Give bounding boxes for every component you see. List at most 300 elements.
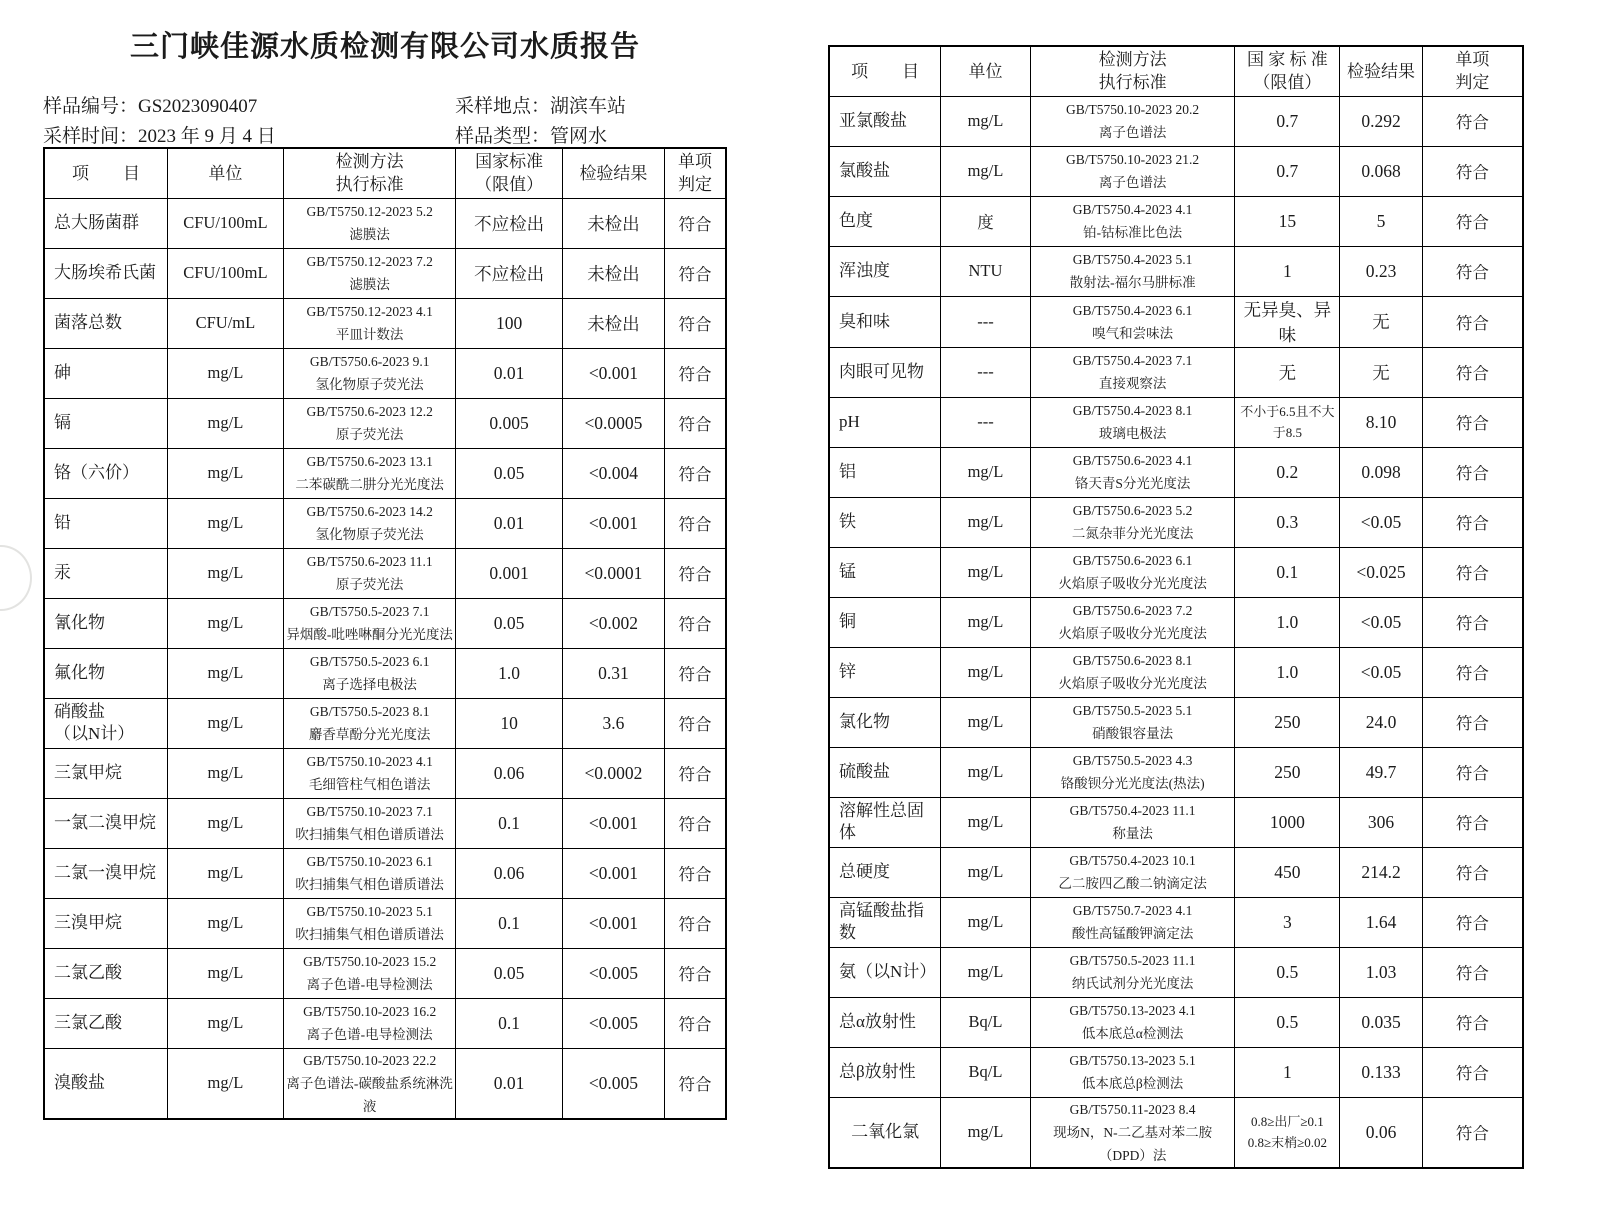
- parameter-row: [829, 296, 1523, 347]
- result-cell: 无: [1340, 347, 1423, 397]
- item-cell: 锌: [829, 647, 941, 697]
- result-cell: 24.0: [1340, 697, 1423, 747]
- method-cell: GB/T5750.6-2023 8.1 火焰原子吸收分光光度法: [1030, 647, 1235, 697]
- column-header: 国家标准 （限值）: [456, 148, 562, 198]
- item-cell: 氰化物: [44, 598, 167, 648]
- verdict-cell: 符合: [665, 248, 726, 298]
- parameter-row: [829, 1047, 1523, 1097]
- limit-cell: 1: [1235, 246, 1340, 296]
- unit-cell: mg/L: [941, 447, 1031, 497]
- method-cell: GB/T5750.12-2023 5.2 滤膜法: [283, 198, 456, 248]
- limit-cell: 250: [1235, 697, 1340, 747]
- limit-cell: 0.1: [456, 898, 562, 948]
- result-cell: 5: [1340, 196, 1423, 246]
- result-cell: <0.005: [562, 998, 664, 1048]
- item-cell: 氯化物: [829, 697, 941, 747]
- parameter-row: [44, 698, 726, 748]
- limit-cell: 0.1: [456, 798, 562, 848]
- verdict-cell: 符合: [665, 298, 726, 348]
- parameter-row: [44, 598, 726, 648]
- unit-cell: mg/L: [167, 498, 283, 548]
- verdict-cell: 符合: [1422, 947, 1523, 997]
- unit-cell: mg/L: [167, 598, 283, 648]
- method-cell: GB/T5750.5-2023 7.1 异烟酸-吡唑啉酮分光光度法: [283, 598, 456, 648]
- parameter-row: [44, 498, 726, 548]
- parameter-row: [829, 347, 1523, 397]
- method-cell: GB/T5750.5-2023 5.1 硝酸银容量法: [1030, 697, 1235, 747]
- unit-cell: ---: [941, 296, 1031, 347]
- limit-cell: 0.8≥出厂≥0.1 0.8≥末梢≥0.02: [1235, 1097, 1340, 1168]
- limit-cell: 0.3: [1235, 497, 1340, 547]
- method-cell: GB/T5750.6-2023 14.2 氢化物原子荧光法: [283, 498, 456, 548]
- unit-cell: mg/L: [941, 847, 1031, 897]
- method-cell: GB/T5750.10-2023 20.2 离子色谱法: [1030, 96, 1235, 146]
- result-cell: <0.0002: [562, 748, 664, 798]
- parameter-row: [829, 96, 1523, 146]
- parameter-row: [44, 448, 726, 498]
- verdict-cell: 符合: [1422, 146, 1523, 196]
- parameter-row: [829, 647, 1523, 697]
- item-cell: 浑浊度: [829, 246, 941, 296]
- column-header: 项 目: [829, 46, 941, 96]
- result-cell: <0.001: [562, 898, 664, 948]
- verdict-cell: 符合: [665, 698, 726, 748]
- limit-cell: 1: [1235, 1047, 1340, 1097]
- result-cell: <0.001: [562, 798, 664, 848]
- limit-cell: 0.1: [1235, 547, 1340, 597]
- item-cell: 总硬度: [829, 847, 941, 897]
- result-cell: <0.0001: [562, 548, 664, 598]
- parameter-row: [829, 196, 1523, 246]
- sample-no-value: GS2023090407: [138, 96, 258, 117]
- result-cell: 无: [1340, 296, 1423, 347]
- item-cell: 一氯二溴甲烷: [44, 798, 167, 848]
- limit-cell: 0.005: [456, 398, 562, 448]
- item-cell: 铝: [829, 447, 941, 497]
- unit-cell: mg/L: [167, 648, 283, 698]
- method-cell: GB/T5750.4-2023 4.1 铂-钴标准比色法: [1030, 196, 1235, 246]
- item-cell: 镉: [44, 398, 167, 448]
- item-cell: 三溴甲烷: [44, 898, 167, 948]
- item-cell: 铜: [829, 597, 941, 647]
- unit-cell: mg/L: [167, 348, 283, 398]
- limit-cell: 0.05: [456, 948, 562, 998]
- unit-cell: mg/L: [941, 697, 1031, 747]
- method-cell: GB/T5750.10-2023 22.2 离子色谱法-碳酸盐系统淋洗液: [283, 1048, 456, 1119]
- limit-cell: 3: [1235, 897, 1340, 947]
- result-cell: 306: [1340, 797, 1423, 847]
- unit-cell: mg/L: [167, 748, 283, 798]
- verdict-cell: 符合: [1422, 497, 1523, 547]
- method-cell: GB/T5750.5-2023 8.1 麝香草酚分光光度法: [283, 698, 456, 748]
- method-cell: GB/T5750.6-2023 5.2 二氮杂菲分光光度法: [1030, 497, 1235, 547]
- unit-cell: mg/L: [941, 497, 1031, 547]
- parameter-row: [829, 897, 1523, 947]
- parameter-row: [44, 398, 726, 448]
- sample-time-value: 2023 年 9 月 4 日: [138, 126, 276, 147]
- method-cell: GB/T5750.4-2023 8.1 玻璃电极法: [1030, 397, 1235, 447]
- parameter-row: [829, 246, 1523, 296]
- limit-cell: 15: [1235, 196, 1340, 246]
- unit-cell: mg/L: [167, 948, 283, 998]
- scan-artifact-circle: [0, 545, 32, 611]
- result-cell: <0.005: [562, 1048, 664, 1119]
- method-cell: GB/T5750.10-2023 4.1 毛细管柱气相色谱法: [283, 748, 456, 798]
- method-cell: GB/T5750.4-2023 5.1 散射法-福尔马肼标准: [1030, 246, 1235, 296]
- meta-row-1: [43, 92, 727, 122]
- parameter-row: [44, 1048, 726, 1119]
- limit-cell: 250: [1235, 747, 1340, 797]
- verdict-cell: 符合: [665, 548, 726, 598]
- verdict-cell: 符合: [1422, 897, 1523, 947]
- verdict-cell: 符合: [665, 498, 726, 548]
- item-cell: 汞: [44, 548, 167, 598]
- parameter-row: [829, 847, 1523, 897]
- unit-cell: mg/L: [941, 747, 1031, 797]
- method-cell: GB/T5750.10-2023 21.2 离子色谱法: [1030, 146, 1235, 196]
- limit-cell: 1.0: [1235, 647, 1340, 697]
- verdict-cell: 符合: [1422, 797, 1523, 847]
- limit-cell: 0.06: [456, 848, 562, 898]
- result-cell: <0.05: [1340, 647, 1423, 697]
- parameter-row: [829, 1097, 1523, 1168]
- method-cell: GB/T5750.6-2023 12.2 原子荧光法: [283, 398, 456, 448]
- item-cell: 溴酸盐: [44, 1048, 167, 1119]
- parameter-row: [829, 797, 1523, 847]
- method-cell: GB/T5750.10-2023 7.1 吹扫捕集气相色谱质谱法: [283, 798, 456, 848]
- result-cell: 1.64: [1340, 897, 1423, 947]
- result-cell: 0.133: [1340, 1047, 1423, 1097]
- limit-cell: 无: [1235, 347, 1340, 397]
- result-cell: <0.025: [1340, 547, 1423, 597]
- item-cell: 锰: [829, 547, 941, 597]
- verdict-cell: 符合: [1422, 1047, 1523, 1097]
- item-cell: 氟化物: [44, 648, 167, 698]
- method-cell: GB/T5750.4-2023 6.1 嗅气和尝味法: [1030, 296, 1235, 347]
- parameter-row: [44, 748, 726, 798]
- method-cell: GB/T5750.4-2023 11.1 称量法: [1030, 797, 1235, 847]
- item-cell: 溶解性总固体: [829, 797, 941, 847]
- verdict-cell: 符合: [665, 848, 726, 898]
- parameter-row: [44, 548, 726, 598]
- result-cell: <0.05: [1340, 597, 1423, 647]
- verdict-cell: 符合: [1422, 347, 1523, 397]
- parameter-row: [44, 798, 726, 848]
- unit-cell: NTU: [941, 246, 1031, 296]
- sample-site-label: 采样地点：: [455, 96, 551, 117]
- item-cell: 铁: [829, 497, 941, 547]
- limit-cell: 0.01: [456, 1048, 562, 1119]
- unit-cell: Bq/L: [941, 1047, 1031, 1097]
- verdict-cell: 符合: [1422, 96, 1523, 146]
- verdict-cell: 符合: [1422, 246, 1523, 296]
- column-header: 检测方法 执行标准: [283, 148, 456, 198]
- item-cell: 氯酸盐: [829, 146, 941, 196]
- parameter-row: [44, 248, 726, 298]
- unit-cell: ---: [941, 347, 1031, 397]
- result-cell: <0.001: [562, 348, 664, 398]
- item-cell: 铬（六价）: [44, 448, 167, 498]
- method-cell: GB/T5750.4-2023 10.1 乙二胺四乙酸二钠滴定法: [1030, 847, 1235, 897]
- column-header: 国 家 标 准 （限值）: [1235, 46, 1340, 96]
- limit-cell: 无异臭、异味: [1235, 296, 1340, 347]
- unit-cell: CFU/100mL: [167, 248, 283, 298]
- sample-type-value: 管网水: [550, 126, 608, 147]
- header-row: [829, 46, 1523, 96]
- item-cell: 氨（以N计）: [829, 947, 941, 997]
- unit-cell: 度: [941, 196, 1031, 246]
- result-cell: 1.03: [1340, 947, 1423, 997]
- result-cell: 214.2: [1340, 847, 1423, 897]
- item-cell: 砷: [44, 348, 167, 398]
- result-cell: <0.004: [562, 448, 664, 498]
- unit-cell: mg/L: [941, 96, 1031, 146]
- unit-cell: mg/L: [941, 897, 1031, 947]
- verdict-cell: 符合: [1422, 597, 1523, 647]
- column-header: 项 目: [44, 148, 167, 198]
- method-cell: GB/T5750.12-2023 4.1 平皿计数法: [283, 298, 456, 348]
- result-cell: 未检出: [562, 198, 664, 248]
- limit-cell: 0.5: [1235, 997, 1340, 1047]
- result-cell: <0.001: [562, 848, 664, 898]
- limit-cell: 0.2: [1235, 447, 1340, 497]
- result-cell: 0.035: [1340, 997, 1423, 1047]
- limit-cell: 不应检出: [456, 248, 562, 298]
- verdict-cell: 符合: [665, 998, 726, 1048]
- result-cell: 0.098: [1340, 447, 1423, 497]
- unit-cell: mg/L: [941, 146, 1031, 196]
- result-cell: 0.068: [1340, 146, 1423, 196]
- result-cell: 49.7: [1340, 747, 1423, 797]
- unit-cell: mg/L: [167, 448, 283, 498]
- verdict-cell: 符合: [1422, 847, 1523, 897]
- limit-cell: 不小于6.5且不大 于8.5: [1235, 397, 1340, 447]
- limit-cell: 0.06: [456, 748, 562, 798]
- unit-cell: mg/L: [167, 1048, 283, 1119]
- verdict-cell: 符合: [1422, 997, 1523, 1047]
- limit-cell: 0.7: [1235, 96, 1340, 146]
- method-cell: GB/T5750.6-2023 7.2 火焰原子吸收分光光度法: [1030, 597, 1235, 647]
- unit-cell: mg/L: [167, 998, 283, 1048]
- unit-cell: CFU/100mL: [167, 198, 283, 248]
- result-cell: 3.6: [562, 698, 664, 748]
- parameter-row: [44, 948, 726, 998]
- limit-cell: 0.01: [456, 348, 562, 398]
- unit-cell: mg/L: [167, 848, 283, 898]
- column-header: 单项 判定: [1422, 46, 1523, 96]
- unit-cell: mg/L: [941, 597, 1031, 647]
- limit-cell: 0.01: [456, 498, 562, 548]
- item-cell: 二氯乙酸: [44, 948, 167, 998]
- unit-cell: Bq/L: [941, 997, 1031, 1047]
- parameter-row: [44, 998, 726, 1048]
- verdict-cell: 符合: [665, 948, 726, 998]
- method-cell: GB/T5750.5-2023 6.1 离子选择电极法: [283, 648, 456, 698]
- item-cell: 三氯乙酸: [44, 998, 167, 1048]
- left-results-table: [43, 147, 727, 1120]
- result-cell: <0.005: [562, 948, 664, 998]
- verdict-cell: 符合: [1422, 196, 1523, 246]
- column-header: 检验结果: [562, 148, 664, 198]
- verdict-cell: 符合: [665, 1048, 726, 1119]
- verdict-cell: 符合: [1422, 397, 1523, 447]
- result-cell: 未检出: [562, 248, 664, 298]
- result-cell: <0.0005: [562, 398, 664, 448]
- parameter-row: [829, 997, 1523, 1047]
- verdict-cell: 符合: [1422, 447, 1523, 497]
- parameter-row: [829, 947, 1523, 997]
- method-cell: GB/T5750.10-2023 6.1 吹扫捕集气相色谱质谱法: [283, 848, 456, 898]
- verdict-cell: 符合: [665, 398, 726, 448]
- method-cell: GB/T5750.7-2023 4.1 酸性高锰酸钾滴定法: [1030, 897, 1235, 947]
- method-cell: GB/T5750.6-2023 4.1 铬天青S分光光度法: [1030, 447, 1235, 497]
- column-header: 单项 判定: [665, 148, 726, 198]
- result-cell: <0.05: [1340, 497, 1423, 547]
- method-cell: GB/T5750.5-2023 4.3 铬酸钡分光光度法(热法): [1030, 747, 1235, 797]
- item-cell: 色度: [829, 196, 941, 246]
- parameter-row: [829, 747, 1523, 797]
- unit-cell: mg/L: [941, 1097, 1031, 1168]
- parameter-row: [829, 447, 1523, 497]
- item-cell: 二氧化氯: [829, 1097, 941, 1168]
- unit-cell: mg/L: [941, 797, 1031, 847]
- parameter-row: [44, 648, 726, 698]
- limit-cell: 不应检出: [456, 198, 562, 248]
- result-cell: 未检出: [562, 298, 664, 348]
- method-cell: GB/T5750.12-2023 7.2 滤膜法: [283, 248, 456, 298]
- result-cell: 0.23: [1340, 246, 1423, 296]
- item-cell: 硝酸盐 （以N计）: [44, 698, 167, 748]
- verdict-cell: 符合: [665, 448, 726, 498]
- limit-cell: 0.1: [456, 998, 562, 1048]
- result-cell: <0.002: [562, 598, 664, 648]
- item-cell: 肉眼可见物: [829, 347, 941, 397]
- verdict-cell: 符合: [665, 348, 726, 398]
- column-header: 单位: [167, 148, 283, 198]
- result-cell: 0.31: [562, 648, 664, 698]
- verdict-cell: 符合: [1422, 647, 1523, 697]
- item-cell: 臭和味: [829, 296, 941, 347]
- parameter-row: [44, 198, 726, 248]
- limit-cell: 10: [456, 698, 562, 748]
- parameter-row: [829, 697, 1523, 747]
- column-header: 检测方法 执行标准: [1030, 46, 1235, 96]
- item-cell: 大肠埃希氏菌: [44, 248, 167, 298]
- verdict-cell: 符合: [665, 798, 726, 848]
- item-cell: 硫酸盐: [829, 747, 941, 797]
- header-row: [44, 148, 726, 198]
- verdict-cell: 符合: [665, 198, 726, 248]
- method-cell: GB/T5750.10-2023 16.2 离子色谱-电导检测法: [283, 998, 456, 1048]
- method-cell: GB/T5750.11-2023 8.4 现场N，N-二乙基对苯二胺（DPD）法: [1030, 1097, 1235, 1168]
- method-cell: GB/T5750.5-2023 11.1 纳氏试剂分光光度法: [1030, 947, 1235, 997]
- verdict-cell: 符合: [665, 898, 726, 948]
- sample-type-label: 样品类型：: [455, 126, 551, 147]
- right-results-table: [828, 45, 1524, 1169]
- method-cell: GB/T5750.6-2023 6.1 火焰原子吸收分光光度法: [1030, 547, 1235, 597]
- method-cell: GB/T5750.10-2023 15.2 离子色谱-电导检测法: [283, 948, 456, 998]
- unit-cell: mg/L: [941, 547, 1031, 597]
- method-cell: GB/T5750.4-2023 7.1 直接观察法: [1030, 347, 1235, 397]
- result-cell: <0.001: [562, 498, 664, 548]
- limit-cell: 450: [1235, 847, 1340, 897]
- verdict-cell: 符合: [1422, 697, 1523, 747]
- parameter-row: [44, 298, 726, 348]
- item-cell: 高锰酸盐指数: [829, 897, 941, 947]
- sample-site-value: 湖滨车站: [550, 96, 627, 117]
- sample-time-label: 采样时间：: [43, 126, 139, 147]
- limit-cell: 0.001: [456, 548, 562, 598]
- unit-cell: mg/L: [167, 698, 283, 748]
- method-cell: GB/T5750.6-2023 13.1 二苯碳酰二肼分光光度法: [283, 448, 456, 498]
- result-cell: 0.06: [1340, 1097, 1423, 1168]
- method-cell: GB/T5750.13-2023 5.1 低本底总β检测法: [1030, 1047, 1235, 1097]
- unit-cell: mg/L: [941, 947, 1031, 997]
- item-cell: 二氯一溴甲烷: [44, 848, 167, 898]
- verdict-cell: 符合: [665, 748, 726, 798]
- unit-cell: mg/L: [167, 398, 283, 448]
- parameter-row: [829, 547, 1523, 597]
- unit-cell: CFU/mL: [167, 298, 283, 348]
- item-cell: 总大肠菌群: [44, 198, 167, 248]
- verdict-cell: 符合: [665, 648, 726, 698]
- verdict-cell: 符合: [1422, 296, 1523, 347]
- parameter-row: [44, 348, 726, 398]
- verdict-cell: 符合: [1422, 547, 1523, 597]
- parameter-row: [829, 597, 1523, 647]
- limit-cell: 0.05: [456, 598, 562, 648]
- item-cell: 总β放射性: [829, 1047, 941, 1097]
- parameter-row: [44, 898, 726, 948]
- parameter-row: [829, 146, 1523, 196]
- method-cell: GB/T5750.13-2023 4.1 低本底总α检测法: [1030, 997, 1235, 1047]
- limit-cell: 1.0: [456, 648, 562, 698]
- sample-no-label: 样品编号：: [43, 96, 139, 117]
- parameter-row: [829, 397, 1523, 447]
- item-cell: 亚氯酸盐: [829, 96, 941, 146]
- item-cell: 三氯甲烷: [44, 748, 167, 798]
- sample-meta-block: [43, 92, 727, 152]
- limit-cell: 1.0: [1235, 597, 1340, 647]
- result-cell: 8.10: [1340, 397, 1423, 447]
- limit-cell: 1000: [1235, 797, 1340, 847]
- limit-cell: 100: [456, 298, 562, 348]
- verdict-cell: 符合: [1422, 747, 1523, 797]
- limit-cell: 0.05: [456, 448, 562, 498]
- item-cell: 铅: [44, 498, 167, 548]
- unit-cell: ---: [941, 397, 1031, 447]
- unit-cell: mg/L: [167, 548, 283, 598]
- result-cell: 0.292: [1340, 96, 1423, 146]
- verdict-cell: 符合: [1422, 1097, 1523, 1168]
- item-cell: 总α放射性: [829, 997, 941, 1047]
- method-cell: GB/T5750.10-2023 5.1 吹扫捕集气相色谱质谱法: [283, 898, 456, 948]
- page-title: 三门峡佳源水质检测有限公司水质报告: [129, 31, 640, 63]
- item-cell: pH: [829, 397, 941, 447]
- parameter-row: [44, 848, 726, 898]
- item-cell: 菌落总数: [44, 298, 167, 348]
- verdict-cell: 符合: [665, 598, 726, 648]
- limit-cell: 0.7: [1235, 146, 1340, 196]
- unit-cell: mg/L: [167, 898, 283, 948]
- parameter-row: [829, 497, 1523, 547]
- method-cell: GB/T5750.6-2023 9.1 氢化物原子荧光法: [283, 348, 456, 398]
- column-header: 检验结果: [1340, 46, 1423, 96]
- limit-cell: 0.5: [1235, 947, 1340, 997]
- column-header: 单位: [941, 46, 1031, 96]
- unit-cell: mg/L: [941, 647, 1031, 697]
- unit-cell: mg/L: [167, 798, 283, 848]
